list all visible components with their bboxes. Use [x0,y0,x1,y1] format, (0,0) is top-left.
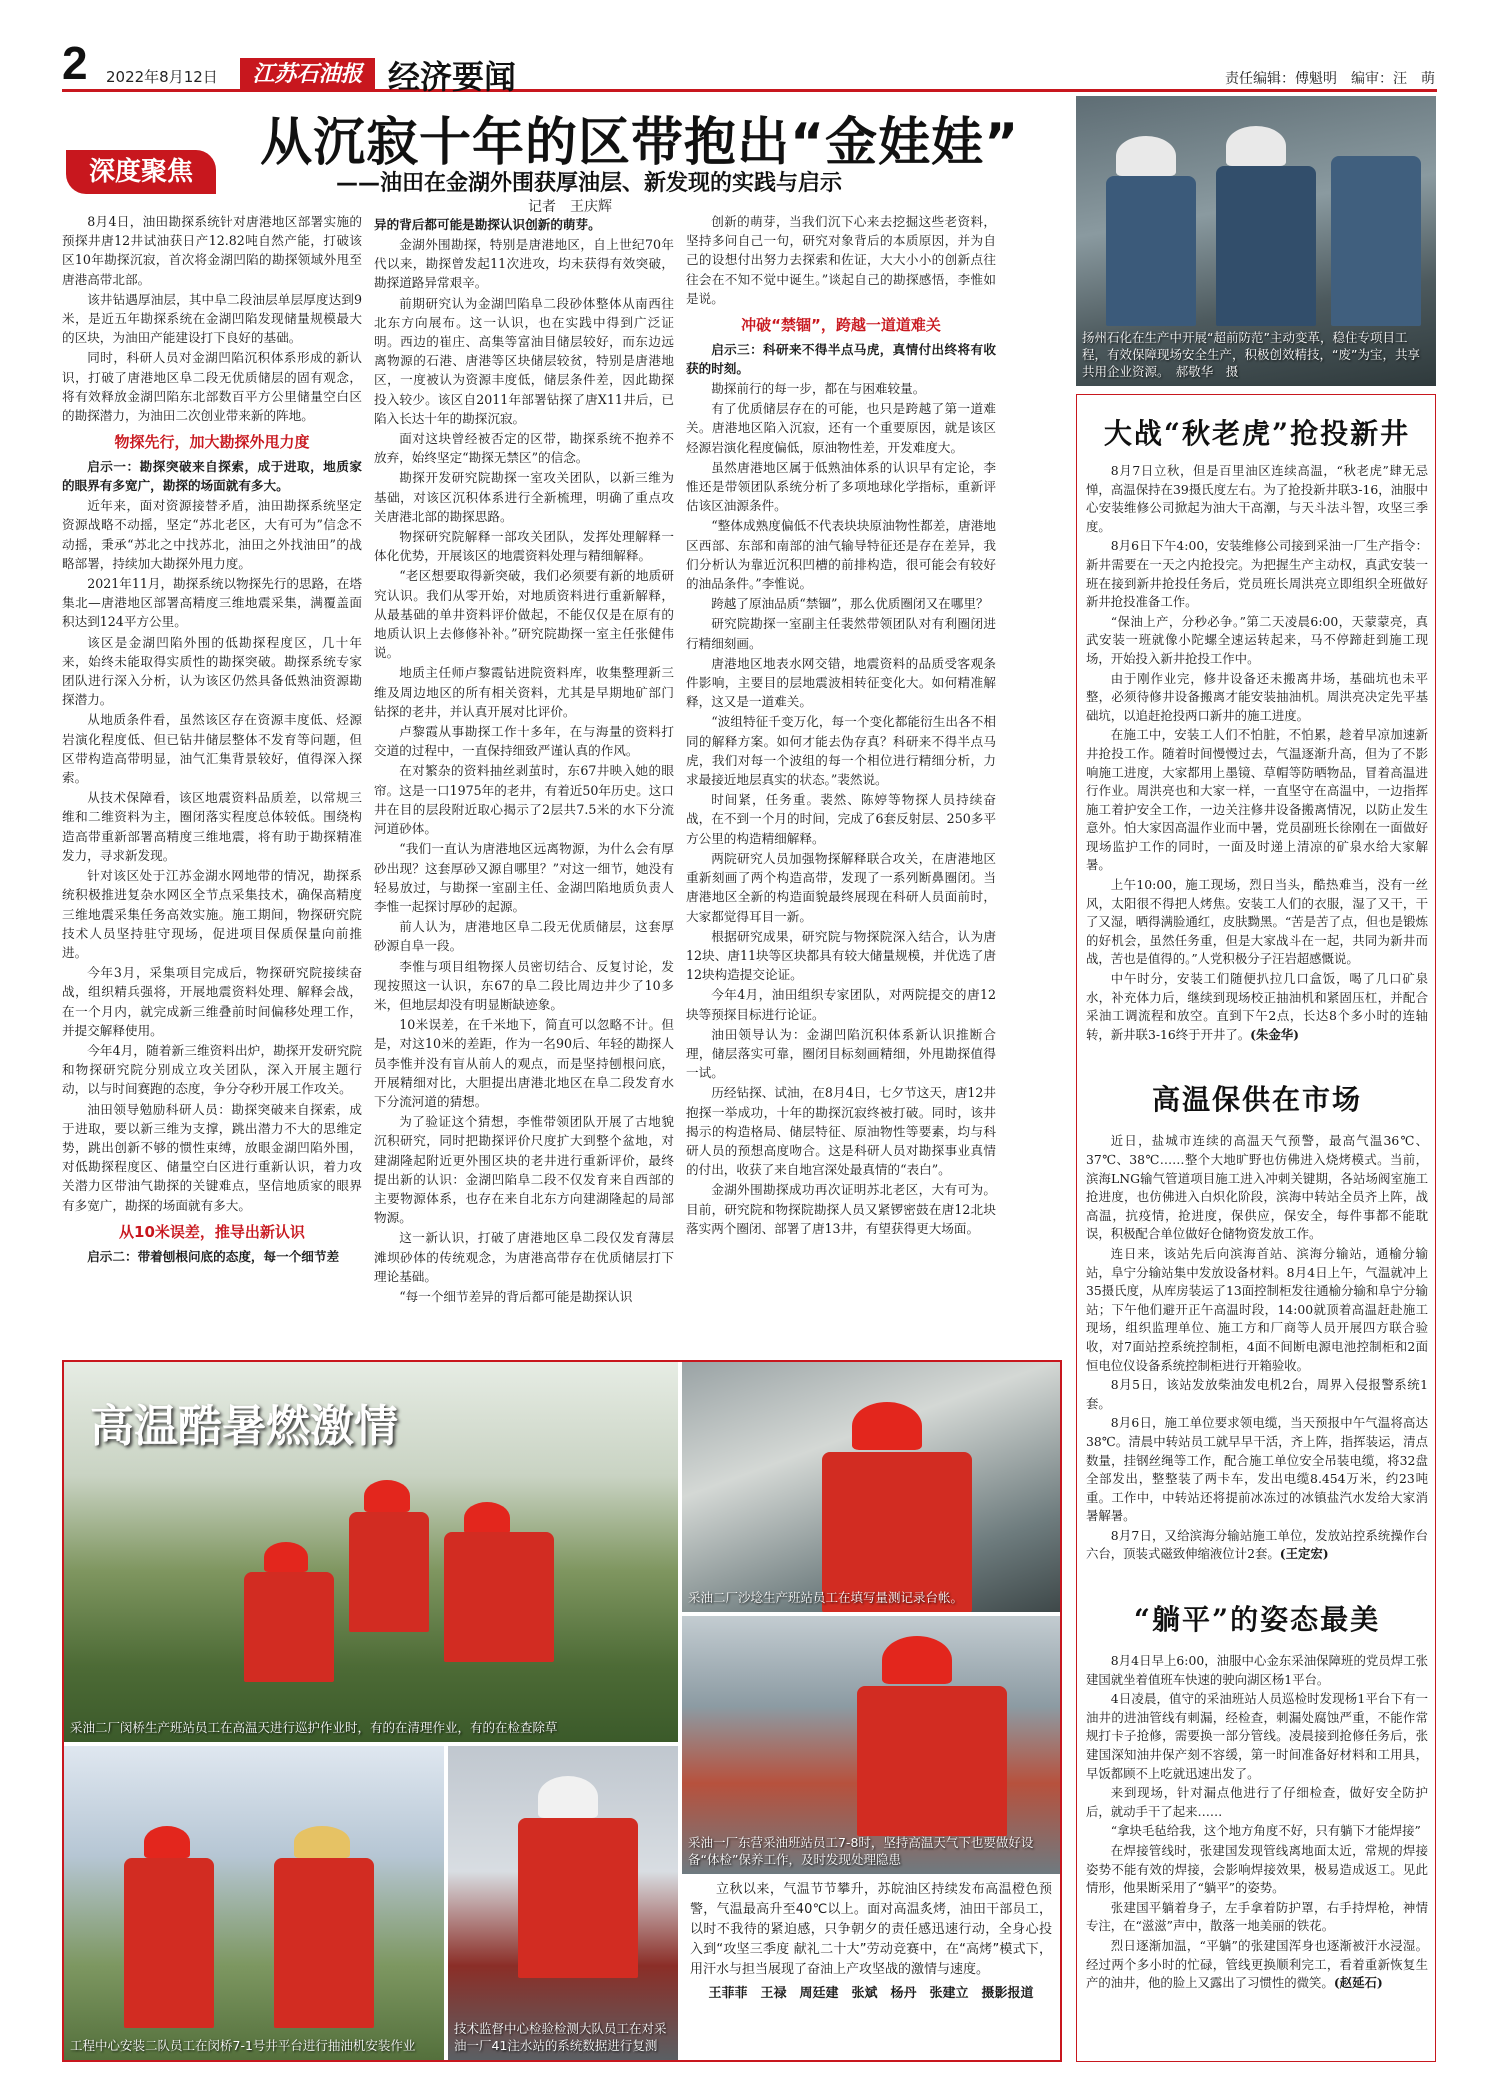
feature-text: 立秋以来，气温节节攀升，苏皖油区持续发布高温橙色预警，气温最高升至40℃以上。面对高温炙烤，油田干部员工，以时不我待的紧迫感，只争朝夕的责任感迅速行动，全身心投入到“攻坚三季度 献礼二十大”劳动竞赛中，在“高烤”模式下，用汗水与担当展现了奋油上产攻坚战的激情与速度。 [690,1882,1052,1977]
hat-shape [294,1826,350,1858]
paragraph: 4日凌晨，值守的采油班站人员巡检时发现杨1平台下有一油井的进油管线有刺漏，经检查，刺漏处腐蚀严重，不能作常规打卡子抢修，需要换一部分管线。凌晨接到抢修任务后，张建国深知油井保产刻不容缓，第一时间准备好材料和工用具，早饭都顾不上吃就迅速出发了。 [1086,1691,1428,1781]
worker-shape [518,1818,638,1978]
paragraph: 从技术保障看，该区地震资料品质差，以常规三维和二维资料为主，圈闭落实程度总体较低。围绕构造高带重新部署高精度三维地震，将有助于勘探精准发力，寻求新发现。 [62,790,362,863]
paragraph: “拿块毛毡给我，这个地方角度不好，只有躺下才能焊接” [1110,1823,1421,1839]
worker-shape [822,1452,972,1612]
helmet-shape [1116,136,1176,176]
feature-caption-5: 技术监督中心检验检测大队员工在对采油一厂41注水站的系统数据进行复测 [454,2021,667,2053]
subhead: 冲破“禁锢”，跨越一道道难关 [741,316,941,335]
helmet-shape [264,1542,308,1572]
paragraph: 时间紧，任务重。裴然、陈婷等物探人员持续奋战，在不到一个月的时间，完成了6套反射层、250多平方公里的构造精细解释。 [686,792,996,846]
lead-byline: 记者 王庆辉 [528,199,612,215]
worker-shape [244,1572,334,1682]
sidebar-title: 高温保供在市场 [1151,1083,1362,1117]
paragraph: 前期研究认为金湖凹陷阜二段砂体整体从南西往北东方向展布。这一认识，也在实践中得到广泛证明。西边的崔庄、高集等富油目储层较好，而东边远离物源的石港、唐港等区块储层较贫，特别是唐港地区，一度被认为资源丰度低，储层条件差，因此勘探投入较少。该区自2011年部署钻探了唐X11井后，已陷入长达十年的勘探沉寂。 [374,295,674,426]
paragraph: 面对这块曾经被否定的区带，勘探系统不抱养不放弃，始终坚定“勘探无禁区”的信念。 [374,431,674,466]
paragraph: 这一新认识，打破了唐港地区阜二段仅发育薄层滩坝砂体的传统观念，为唐港高带存在优质储层打下理论基础。 [374,1230,674,1284]
feature-photo-4 [64,1746,444,2060]
insight: 异的背后都可能是勘探认识创新的萌芽。 [374,217,601,232]
paragraph: 油田领导认为：金湖凹陷沉积体系新认识推断合理，储层落实可靠，圈闭目标刻画精细，外甩勘探值得一试。 [686,1026,996,1081]
paragraph: 上午10:00，施工现场，烈日当头，酷热难当，没有一丝风，太阳很不得把人烤焦。安装工人们的衣服，湿了又干，干了又湿，晒得满脸通红，皮肤黝黑。“苦是苦了点，但也是锻炼的好机会，虽然任务重，但是大家战斗在一起，共同为新井而战，苦也是值得的。”人党积极分子汪岩超感慨说。 [1086,877,1428,967]
section-title: 经济要闻 [388,58,517,96]
helmet-shape [852,1402,922,1450]
paragraph: 金湖外围勘探成功再次证明苏北老区，大有可为。目前，研究院和物探院勘探人员又紧锣密鼓在唐12北块落实两个圈闭、部署了唐13井，有望获得更大场面。 [686,1182,996,1236]
lead-column-1 [62,212,362,1352]
insight: 启示三：科研来不得半点马虎，真情付出终将有收获的时刻。 [686,342,996,377]
author-signature: (朱金华) [1250,1026,1300,1042]
sidebar-title: “躺平”的姿态最美 [1133,1603,1381,1637]
paragraph: 有了优质储层存在的可能，也只是跨越了第一道难关。唐港地区陷入沉寂，还有一个重要原因，就是该区烃源岩演化程度偏低，原油物性差，开发难度大。 [686,401,996,455]
paragraph: 跨越了原油品质“禁锢”，那么优质圈闭又在哪里？ [711,596,989,612]
feature-photo-5 [448,1746,678,2060]
feature-credits: 王菲菲 王禄 周廷建 张斌 杨丹 张建立 摄影报道 [708,1986,1034,2001]
helmet-shape [364,1480,410,1512]
paragraph: 油田领导勉励科研人员：勘探突破来自探索，成于进取，要以新三维为支撑，跳出潜力不大的思维定势，跳出创新不够的惯性束缚，放眼金湖凹陷外围，对低勘探程度区、储量空白区进行重新认识，着力攻关潜力区带油气勘探的关键难点，坚信地质家的眼界有多宽广，勘探的场面就有多大。 [62,1101,362,1213]
paragraph: 前人认为，唐港地区阜二段无优质储层，这套厚砂源自阜一段。 [374,919,674,954]
worker-shape [1106,176,1196,326]
feature-photo-2 [682,1362,1060,1612]
worker-shape [274,1858,374,2028]
paragraph: 李惟与项目组物探人员密切结合、反复讨论，发现按照这一认识，东67的阜二段比周边井少了10多米，但地层却没有明显断缺迹象。 [374,958,674,1012]
paragraph: 针对该区处于江苏金湖水网地带的情况，勘探系统积极推进复杂水网区全节点采集技术，确保高精度三维地震采集任务高效实施。施工期间，物探研究院技术人员坚持驻守现场，促进项目保质保量向前推进。 [62,868,362,960]
worker-shape [124,1858,214,2028]
helmet-shape [538,1776,598,1818]
page-number: 2 [62,37,88,89]
paragraph: 8月6日下午4:00，安装维修公司接到采油一厂生产指令：新井需要在一天之内抢投完。为把握生产主动权，真武安装一班在接到新井抢投任务后，党员班长周洪亮立即组织全班做好新井抢投准备工作。 [1086,538,1428,610]
helmet-shape [1226,126,1286,166]
worker-shape [1331,156,1421,326]
paragraph: 8月5日，该站发放柴油发电机2台，周界入侵报警系统1套。 [1086,1377,1428,1411]
worker-shape [857,1686,1007,1836]
worker-shape [349,1512,429,1632]
paragraph-text: 烈日逐渐加温，“平躺”的张建国浑身也逐渐被汗水浸湿。经过两个多小时的忙碌，管线更换顺利完工，看着重新恢复生产的油井，他的脸上又露出了习惯性的微笑。 [1086,1937,1428,1991]
paragraph: 张建国平躺着身子，左手拿着防护罩，右手持焊枪，神情专注，在“滋滋”声中，散落一地美丽的铁花。 [1086,1899,1428,1934]
paragraph: 连日来，该站先后向滨海首站、滨海分输站，通榆分输站，阜宁分输站集中发放设备材料。8月4日上午，气温就冲上35摄氏度，从库房装运了13面控制柜发往通榆分输和阜宁分输站；下午他们避开正午高温时段，14:00就顶着高温赶赴施工现场，组织监理单位、施工方和厂商等人员开展四方联合验收，对7面站控系统控制柜，4面不间断电源电池控制柜和2面恒电位仪设备系统控制柜进行开箱验收。 [1086,1245,1428,1373]
lead-photo-caption: 扬州石化在生产中开展“超前防范”主动变革，稳住专项目工程，有效保障现场安全生产，积极创效精技，“废”为宝，共享共用企业资源。 郝敬华 摄 [1082,330,1420,379]
paragraph: 在对繁杂的资料抽丝剥茧时，东67井映入她的眼帘。这是一口1975年的老井，有着近50年历史。这口井在目的层段附近取心揭示了2层共7.5米的水下分流河道砂体。 [374,763,674,837]
paragraph: 虽然唐港地区属于低熟油体系的认识早有定论，李惟还是带领团队系统分析了多项地球化学指标，重新评估该区油源条件。 [686,459,996,514]
helmet-shape [882,1636,952,1684]
paragraph: 该井钻遇厚油层，其中阜二段油层单层厚度达到9米，是近五年勘探系统在金湖凹陷发现储量规模最大的区块，为油田产能建设打下良好的基础。 [62,291,362,346]
feature-photo-3 [682,1616,1060,1874]
paragraph: 两院研究人员加强物探解释联合攻关，在唐港地区重新刻画了两个构造高带，发现了一系列断鼻圈闭。当唐港地区全新的构造面貌最终展现在科研人员面前时，大家都觉得耳目一新。 [686,850,996,924]
paragraph: 近日，盐城市连续的高温天气预警，最高气温36℃、37℃、38℃……整个大地旷野也仿佛进入烧烤模式。当前，滨海LNG输气管道项目施工进入冲刺关键期，各站场阀室施工抢进度，也仿佛进入白炽化阶段，滨海中转站全员齐上阵，战高温，抗疫情，抢进度，保供应，保安全，每件事都不能耽误，积极配合单位做好仓储物资发放工作。 [1086,1133,1428,1242]
paragraph: 为了验证这个猜想，李惟带领团队开展了古地貌沉积研究，同时把勘探评价尺度扩大到整个盆地，对建湖隆起附近更外围区块的老井进行重新评价，最终提出新的认识：金湖凹陷阜二段不仅发育来自西部的主要物源体系，也存在来自北东方向建湖隆起的局部物源。 [374,1114,674,1226]
paragraph-text: 中午时分，安装工们随便扒拉几口盒饭，喝了几口矿泉水，补充体力后，继续到现场校正抽油机和紧固压杠，并配合采油工调流程和放空。直到下午2点，长达8个多小时的连轴转，新井联3-16终于开井了。 [1086,971,1428,1042]
insight: 启示二：带着刨根问底的态度，每一个细节差 [87,1248,340,1264]
paragraph: “每一个细节差异的背后都可能是勘探认识 [399,1288,633,1304]
paragraph: 8月4日早上6:00，油服中心金东采油保障班的党员焊工张建国就坐着值班车快速的驶向湖区杨1平台。 [1086,1653,1428,1687]
subhead: 物探先行，加大勘探外甩力度 [114,433,310,452]
sidebar-stories [1086,404,1428,2054]
lead-photo [1076,96,1436,386]
paragraph: 研究院勘探一室副主任裴然带领团队对有利圈闭进行精细刻画。 [686,616,996,651]
paragraph: 卢黎霞从事勘探工作十多年，在与海量的资料打交道的过程中，一直保持细致严谨认真的作风。 [374,724,674,759]
feature-caption-3: 采油一厂东营采油班站员工7-8时，坚持高温天气下也要做好设备“体检”保养工作，及时发现处理隐患 [688,1835,1034,1867]
section-badge: 深度聚焦 [66,150,216,194]
worker-shape [444,1532,554,1662]
paragraph: 同时，科研人员对金湖凹陷沉积体系形成的新认识，打破了唐港地区阜二段无优质储层的固有观念，将有效释放金湖凹陷东北部数百平方公里储量空白区的勘探潜力，为油田二次创业带来新的阵地。 [62,350,362,424]
paragraph: 根据研究成果，研究院与物探院深入结合，认为唐12块、唐11块等区块都具有较大储量规模，并优选了唐12块构造提交论证。 [686,928,996,983]
paragraph: 地质主任师卢黎霞钻进院资料库，收集整理新三维及周边地区的所有相关资料，尤其是早期地矿部门钻探的老井，并认真开展对比评价。 [374,665,674,719]
paragraph: 在施工中，安装工人们不怕脏，不怕累，趁着早凉加速新井抢投工作。随着时间慢慢过去，气温逐渐升高，但为了不影响施工进度，大家都用上墨镜、草帽等防晒物品，冒着高温进行作业。周洪亮也和大家一样，一直坚守在高温中，一边指挥施工着护安全工作，一边关注修井设备搬离情况，以防止发生意外。怕大家因高温作业而中暑，党员副班长徐刚在一面做好现场监护工作的同时，一面及时递上清凉的矿泉水给大家解暑。 [1086,727,1428,873]
feature-caption-2: 采油二厂沙埝生产班站员工在填写量测记录台帐。 [688,1590,964,1605]
helmet-shape [144,1826,190,1858]
issue-date: 2022年8月12日 [106,68,218,86]
editor-credit: 责任编辑：傅魁明 编审：汪 萌 [1225,71,1435,87]
paragraph: 该区是金湖凹陷外围的低勘探程度区，几十年来，始终未能取得实质性的勘探突破。勘探系统专家团队进行深入分析，认为该区仍然具备低熟油资源勘探潜力。 [62,634,362,708]
feature-caption-1: 采油二厂闵桥生产班站员工在高温天进行巡护作业时，有的在清理作业，有的在检查除草 [70,1720,558,1735]
lead-column-3 [686,212,996,1352]
sidebar-title: 大战“秋老虎”抢投新井 [1103,417,1411,450]
lead-deck: ——油田在金湖外围获厚油层、新发现的实践与启示 [336,171,843,196]
paragraph: 物探研究院解释一部攻关团队，发挥处理解释一体化优势，开展该区的地震资料处理与精细解释。 [374,529,674,564]
paragraph [1086,1527,1428,1564]
worker-shape [1216,166,1316,326]
paper-logo: 江苏石油报 [240,58,375,90]
paragraph: 从地质条件看，虽然该区存在资源丰度低、烃源岩演化程度低、但已钻井储层整体不发育等问题，但区带构造高带明显，油气汇集背景较好，值得深入探索。 [62,712,362,786]
subhead: 从10米误差，推导出新认识 [119,1222,305,1241]
paragraph-text: 8月7日，又给滨海分输站施工单位，发放站控系统操作台六台，顶装式磁致伸缩液位计2套。 [1086,1527,1428,1562]
paragraph: “整体成熟度偏低不代表块块原油物性都差，唐港地区西部、东部和南部的油气输导特征还是存在差异，我们分析认为靠近沉积凹槽的前排构造，很可能会有较好的油品条件。”李惟说。 [686,518,996,592]
insight: 启示一：勘探突破来自探索，成于进取，地质家的眼界有多宽广，勘探的场面就有多大。 [62,459,362,494]
paragraph: 8月4日，油田勘探系统针对唐港地区部署实施的预探井唐12井试油获日产12.82吨自然产能，打破该区10年勘探沉寂，首次将金湖凹陷的勘探领域外甩至唐港高带北部。 [62,214,362,287]
lead-column-2 [374,212,674,1352]
feature-title: 高温酷暑燃激情 [90,1401,398,1452]
paragraph: 今年4月，油田组织专家团队，对两院提交的唐12块等预探目标进行论证。 [686,987,996,1022]
paragraph: 近年来，面对资源接替矛盾，油田勘探系统坚定资源战略不动摇，坚定“苏北老区，大有可为”信念不动摇，秉承“苏北之中找苏北，油田之外找油田”的战略部署，持续加大勘探外甩力度。 [62,498,362,571]
paragraph: 来到现场，针对漏点他进行了仔细检查，做好安全防护后，就动手干了起来…… [1086,1785,1428,1819]
paragraph: 由于刚作业完，修井设备还未搬离井场，基础坑也未平整，必须待修井设备搬离才能安装抽油机。周洪亮决定先平基础坑，以追赶抢投两口新井的施工进度。 [1086,670,1428,723]
paragraph: 10米误差，在千米地下，简直可以忽略不计。但是，对这10米的差距，作为一名90后、年轻的勘探人员李惟并没有盲从前人的观点，而是坚持刨根问底，开展精细对比，大胆提出唐港北地区在阜二段发育水下分流河道的猜想。 [374,1017,674,1109]
lead-headline: 从沉寂十年的区带抱出“金娃娃” [260,113,1020,173]
author-signature: (王定宏) [1279,1546,1329,1562]
paragraph: 创新的萌芽，当我们沉下心来去挖掘这些老资料，坚持多问自己一句，研究对象背后的本质原因，并为自己的设想付出努力去探索和佐证，大大小小的创新点往往会在不知不觉中诞生。”谈起自己的勘探感悟，李惟如是说。 [686,214,996,306]
paragraph: 勘探前行的每一步，都在与困难较量。 [711,381,926,397]
feature-text-block [690,1880,1052,2056]
paragraph: “我们一直认为唐港地区远离物源，为什么会有厚砂出现？这套厚砂又源自哪里？”对这一细节，她没有轻易放过，与勘探一室副主任、金湖凹陷地质负责人李惟一起探讨厚砂的起源。 [374,841,674,914]
paragraph: “老区想要取得新突破，我们必须要有新的地质研究认识。我们从零开始，对地质资料进行重新解释，从最基础的单井资料评价做起，不能仅仅是在原有的地质认识上去修修补补。”研究院勘探一室主任张健伟说。 [374,568,674,661]
paragraph [1086,970,1428,1044]
paragraph: “保油上产，分秒必争。”第二天凌晨6:00，天蒙蒙亮，真武安装一班就像小陀螺全速运转起来，马不停蹄赶到施工现场，开始投入新井抢投工作中。 [1086,613,1428,666]
feature-caption-4: 工程中心安装二队员工在闵桥7-1号井平台进行抽油机安装作业 [70,2038,416,2053]
paragraph: 今年3月，采集项目完成后，物探研究院接续奋战，组织精兵强将，开展地震资料处理、解释会战，在一个月内，就完成新三维叠前时间偏移处理工作，并提交解释使用。 [62,965,362,1038]
paragraph: 在焊接管线时，张建国发现管线离地面太近，常规的焊接姿势不能有效的焊接，会影响焊接效果，极易造成返工。见此情形，他果断采用了“躺平”的姿势。 [1086,1843,1428,1896]
paragraph: 唐港地区地表水网交错，地震资料的品质受客观条件影响，主要目的层地震波相转征变化大。如何精准解释，这又是一道难关。 [686,655,996,710]
helmet-shape [464,1502,510,1534]
paragraph: 8月7日立秋，但是百里油区连续高温，“秋老虎”肆无忌惮，高温保持在39摄氏度左右。为了抢投新井联3-16，油服中心安装维修公司掀起为油大干高潮，与天斗法斗智，攻坚三季度。 [1086,463,1428,534]
paragraph: 金湖外围勘探，特别是唐港地区，自上世纪70年代以来，勘探曾发起11次进攻，均未获得有效突破，勘探道路异常艰辛。 [374,237,674,291]
paragraph: 勘探开发研究院勘探一室攻关团队，以新三维为基础，对该区沉积体系进行全新梳理，明确了重点攻关唐港北部的勘探思路。 [374,470,674,524]
paragraph: 2021年11月，勘探系统以物探先行的思路，在塔集北—唐港地区部署高精度三维地震采集，满覆盖面积达到124平方公里。 [62,576,362,630]
paragraph: “波组特征千变万化，每一个变化都能衍生出各不相同的解释方案。如何才能去伪存真？科研来不得半点马虎，我们对每一个波组的每一个相位进行精细分析，力求最接近地层真实的状态。”裴然说。 [686,714,996,788]
paragraph: 8月6日，施工单位要求领电缆，当天预报中午气温将高达38℃。清晨中转站员工就早早干活，齐上阵，指挥装运，清点数量，挂钢丝绳等工作，配合施工单位安全吊装电缆，将32盘全部发出，整整装了两卡车，发出电缆8.454万米，约23吨重。工作中，中转站还将提前冰冻过的冰镇盐汽水发给大家消暑解暑。 [1086,1415,1428,1524]
author-signature: (赵延石) [1333,1975,1383,1991]
paragraph [1086,1937,1428,1993]
paragraph: 今年4月，随着新三维资料出炉，勘探开发研究院和物探研究院分别成立攻关团队，深入开展主题行动，以与时间赛跑的态度，争分夺秒开展工作攻关。 [62,1042,362,1097]
paragraph: 历经钻探、试油，在8月4日，七夕节这天，唐12井抱探一举成功，十年的勘探沉寂终被打破。同时，该井揭示的构造格局、储层特征、原油物性等要素，均与科研人员的预想高度吻合。这是科研人员对勘探事业真情的付出，收获了来自地宫深处最真情的“表白”。 [686,1085,996,1178]
